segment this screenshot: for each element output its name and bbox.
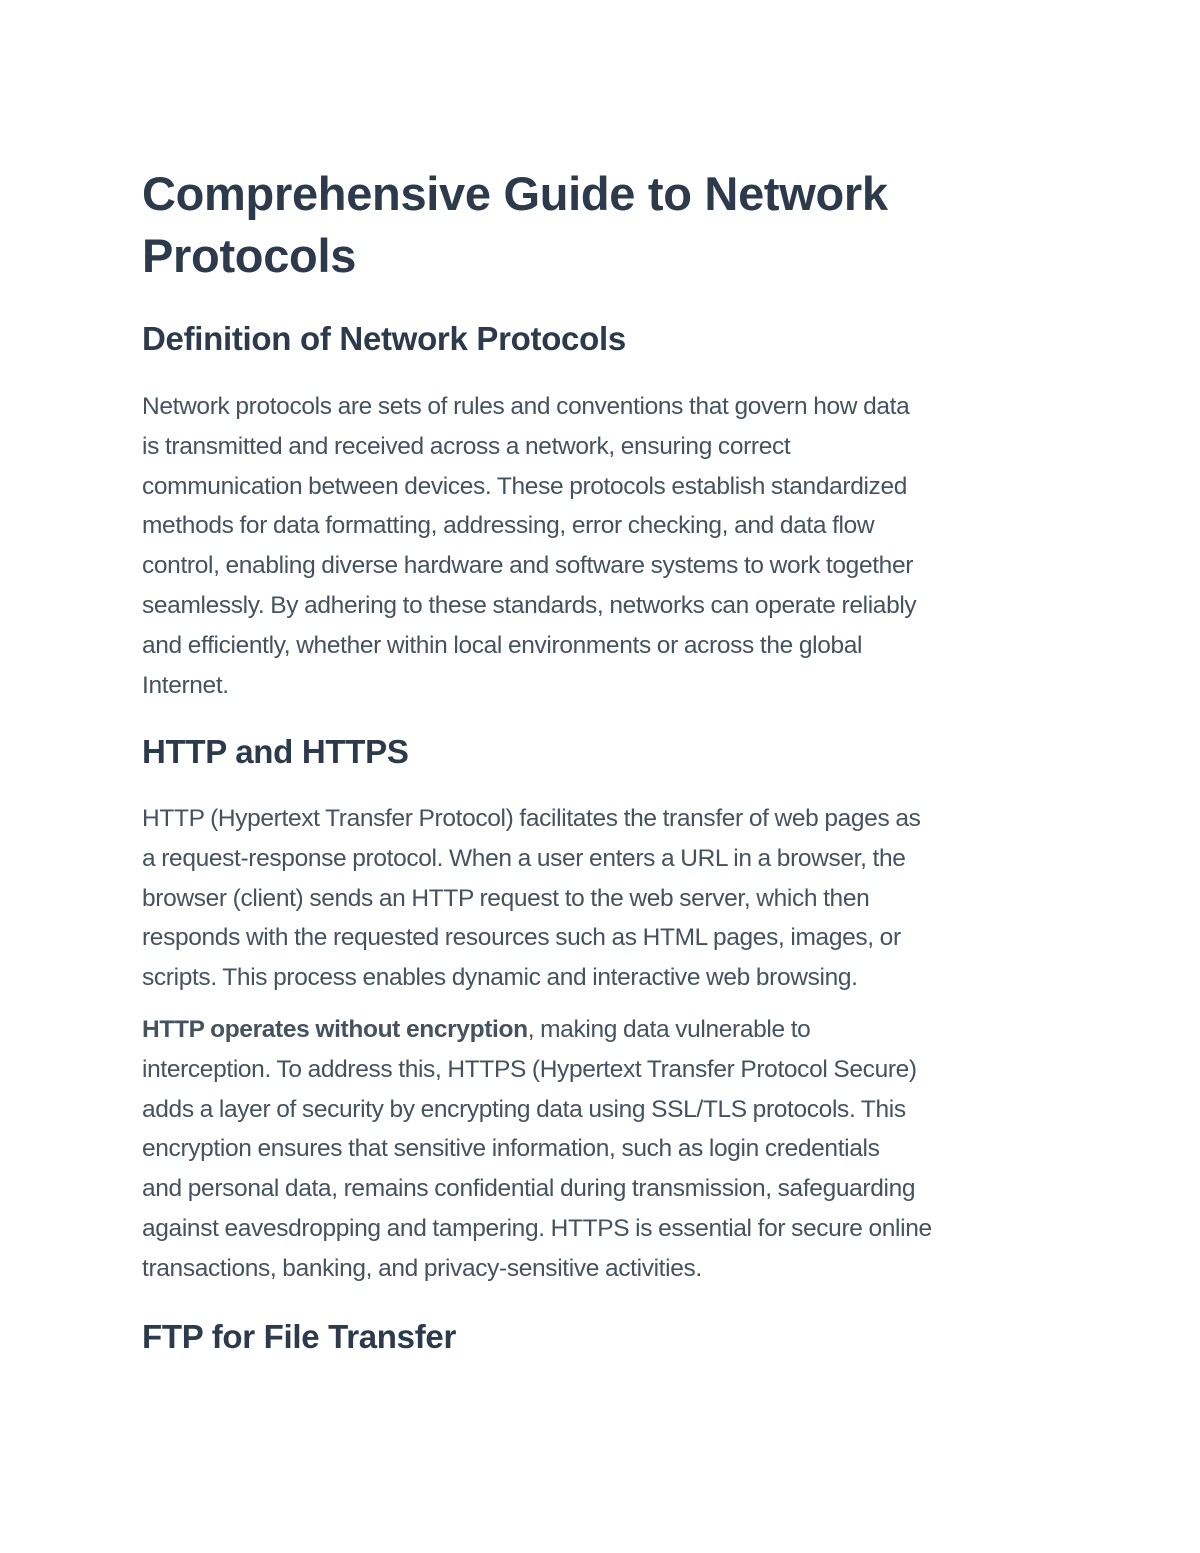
text-line <box>142 1010 1060 1050</box>
text-line: control, enabling diverse hardware and software systems to work together <box>142 552 914 580</box>
text-line: transactions, banking, and privacy-sensitive activities. <box>142 1254 702 1282</box>
section-heading-ftp: FTP for File Transfer <box>142 1318 457 1355</box>
text-line: seamlessly. By adhering to these standards, networks can operate reliably <box>142 591 917 619</box>
text-line: communication between devices. These protocols establish standardized <box>142 472 908 500</box>
title-line: Comprehensive Guide to Network <box>142 167 888 220</box>
text-line: Internet. <box>142 671 229 699</box>
section-heading-definition: Definition of Network Protocols <box>142 320 626 357</box>
title-line: Protocols <box>142 229 357 282</box>
text-line: HTTP (Hypertext Transfer Protocol) facilitates the transfer of web pages as <box>142 805 921 832</box>
https-paragraph <box>142 1010 1060 1289</box>
text-line: adds a layer of security by encrypting data using SSL/TLS protocols. This <box>142 1095 906 1123</box>
http-intro-paragraph <box>142 799 1060 998</box>
section-heading-http-https: HTTP and HTTPS <box>142 733 409 770</box>
text-line: encryption ensures that sensitive information, such as login credentials <box>142 1135 880 1163</box>
text-fragment: , making data vulnerable to <box>527 1016 811 1043</box>
text-line: interception. To address this, HTTPS (Hypertext Transfer Protocol Secure) <box>142 1055 917 1083</box>
text-line: is transmitted and received across a network, ensuring correct <box>142 432 791 460</box>
text-line: and efficiently, whether within local environments or across the global <box>142 631 863 659</box>
text-line: responds with the requested resources such as HTML pages, images, or <box>142 924 901 952</box>
text-line: against eavesdropping and tampering. HTTPS is essential for secure online <box>142 1214 932 1242</box>
definition-paragraph <box>142 387 1060 705</box>
text-line: Network protocols are sets of rules and conventions that govern how data <box>142 393 910 420</box>
bold-emphasis: HTTP operates without encryption <box>142 1016 528 1043</box>
text-line: scripts. This process enables dynamic and interactive web browsing. <box>142 964 858 992</box>
text-line: and personal data, remains confidential during transmission, safeguarding <box>142 1175 916 1203</box>
text-line: browser (client) sends an HTTP request to the web server, which then <box>142 884 870 912</box>
page-title <box>142 163 1060 287</box>
text-line: a request-response protocol. When a user enters a URL in a browser, the <box>142 844 906 872</box>
text-line: methods for data formatting, addressing, error checking, and data flow <box>142 512 875 540</box>
